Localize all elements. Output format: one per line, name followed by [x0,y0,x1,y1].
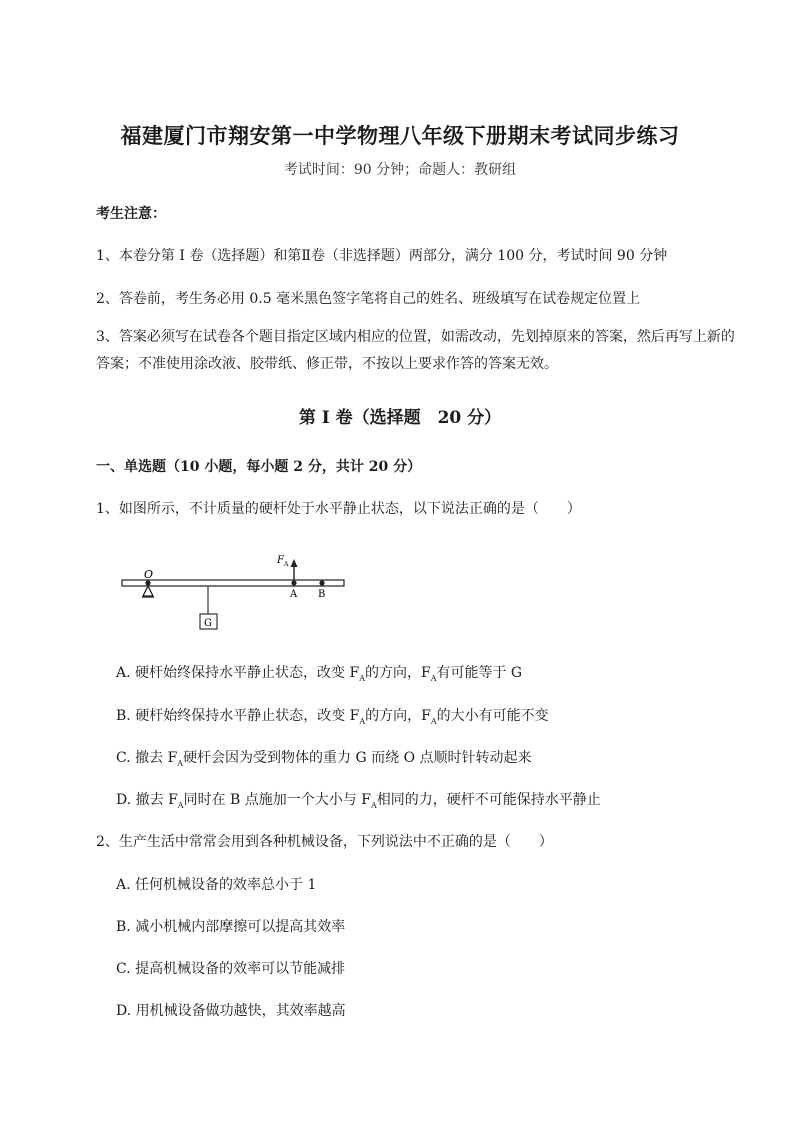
q1-option-a: A. 硬杆始终保持水平静止状态，改变 $F_A$的方向，$F_A$有可能等于 G [116,665,523,683]
lever-bar [122,580,344,586]
force-arrow-head [291,559,298,567]
label-a: A [290,589,298,600]
exam-title: 福建厦门市翔安第一中学物理八年级下册期末考试同步练习 [120,123,680,148]
q2-option-c: C. 提高机械设备的效率可以节能减排 [116,961,346,977]
q1-option-d: D. 撤去 $F_A$同时在 B 点施加一个大小与 $F_A$相同的力，硬杆不可能保持水平静止 [116,792,601,810]
notice-item-2: 2、答卷前，考生务必用 0.5 毫米黑色签字笔将自己的姓名、班级填写在试卷规定位置上 [96,291,641,307]
fulcrum-triangle [143,586,153,596]
q2-option-a: A. 任何机械设备的效率总小于 1 [116,877,317,893]
label-b: B [318,589,326,600]
q1-option-b: B. 硬杆始终保持水平静止状态，改变 $F_A$的方向，$F_A$的大小有可能不变 [116,708,549,726]
point-a [291,580,296,585]
q2-option-b: B. 减小机械内部摩擦可以提高其效率 [116,919,346,935]
lever-diagram [118,545,358,640]
part-title: 一、单选题（10 小题，每小题 2 分，共计 20 分） [96,459,422,475]
point-b [319,580,324,585]
notice-item-1: 1、本卷分第 I 卷（选择题）和第Ⅱ卷（非选择题）两部分，满分 100 分，考试时间 90 分钟 [96,248,668,264]
notice-heading: 考生注意： [96,206,166,222]
label-o: O [144,568,154,581]
notice-item-3: 3、答案必须写在试卷各个题目指定区域内相应的位置，如需改动，先划掉原来的答案，然后再写上新的答案；不准使用涂改液、胶带纸、修正带，不按以上要求作答的答案无效。 [96,329,735,372]
label-f: F [277,555,284,566]
label-g: G [204,618,212,629]
q1-option-c: C. 撤去 $F_A$硬杆会因为受到物体的重力 G 而绕 O 点顺时针转动起来 [116,750,532,768]
question-2-stem: 2、生产生活中常常会用到各种机械设备，下列说法中不正确的是（ ） [96,834,553,850]
label-f-sub: A [284,561,289,568]
q2-option-d: D. 用机械设备做功越快，其效率越高 [116,1003,346,1019]
question-1-stem: 1、如图所示，不计质量的硬杆处于水平静止状态，以下说法正确的是（ ） [96,501,581,517]
section-title: 第 I 卷（选择题 20 分） [298,408,502,428]
exam-subtitle: 考试时间：90 分钟；命题人：教研组 [283,162,517,178]
